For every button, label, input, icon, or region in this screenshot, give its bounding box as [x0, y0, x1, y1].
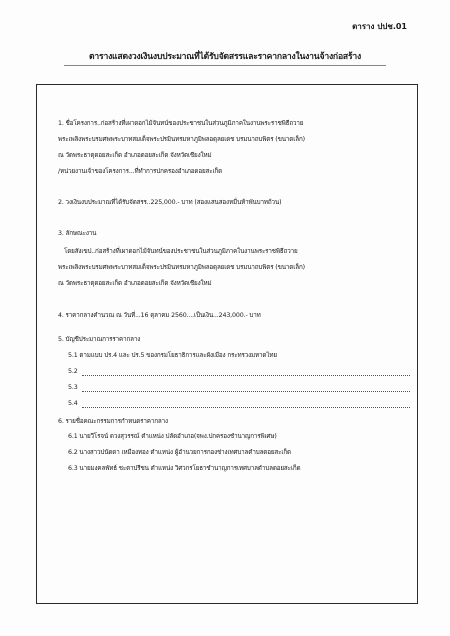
price-estimate-item-1: 5.1 ตามแบบ ปร.4 และ ปร.5 ของกรมโยธาธิการและผังเมือง กระทรวงมหาดไทย — [68, 352, 277, 359]
form-number: ตาราง ปปช.01 — [352, 22, 407, 31]
title-divider — [64, 65, 386, 66]
content-box — [36, 84, 418, 604]
blank-line-5-2 — [82, 375, 410, 376]
committee-member-3: 6.3 นายมงคลพัทธ์ ชะตาปรีชน ตำแหน่ง วิศวกรโยธาชำนาญการเทศบาลตำบลดอยสะเก็ด — [68, 465, 301, 472]
work-description-heading: 3. ลักษณะงาน — [58, 230, 97, 237]
price-estimate-item-4: 5.4 — [68, 400, 78, 407]
price-estimate-heading: 5. บัญชีประมาณการราคากลาง — [58, 336, 141, 343]
reference-price: 4. ราคากลางคำนวณ ณ วันที่...16 ตุลาคม 2560....เป็นเงิน...243,000.- บาท — [58, 312, 261, 319]
project-name-line-1: 1. ชื่อโครงการ..ก่อสร้างที่เผาดอกไม้จันทน์ของประชาชนในส่วนภูมิภาคในงานพระราชพิธีถวาย — [58, 120, 304, 127]
committee-heading: 6. รายชื่อคณะกรรมการกำหนดราคากลาง — [58, 418, 168, 425]
price-estimate-item-3: 5.3 — [68, 384, 78, 391]
document-title: ตารางแสดงวงเงินงบประมาณที่ได้รับจัดสรรและราคากลางในงานจ้างก่อสร้าง — [89, 52, 361, 62]
work-description-line-2: พระเพลิงพระบรมศพพระบาทสมเด็จพระปรมินทรมหาภูมิพลอดุลยเดช บรมนาถบพิตร (ขนาดเล็ก) — [58, 264, 305, 271]
committee-member-1: 6.1 นายวีโรจน์ ดวงสุวรรณ์ ตำแหน่ง ปลัดอำเภอ(จพง.ปกครองชำนาญการพิเศษ) — [68, 433, 277, 440]
blank-line-5-3 — [82, 391, 410, 392]
price-estimate-item-2: 5.2 — [68, 368, 78, 375]
work-description-line-1: โดยสังเขป..ก่อสร้างที่เผาดอกไม้จันทน์ของประชาชนในส่วนภูมิภาคในงานพระราชพิธีถวาย — [64, 248, 298, 255]
project-owner-agency: /หน่วยงานเจ้าของโครงการ...ที่ทำการปกครองอำเภอดอยสะเก็ด — [58, 168, 223, 175]
allocated-budget: 2. วงเงินงบประมาณที่ได้รับจัดสรร..225,000.- บาท (สองแสนสองหมื่นห้าพันบาทถ้วน) — [58, 199, 282, 206]
committee-member-2: 6.2 นางสาวปนัดดา เหมืองทอง ตำแหน่ง ผู้อำนวยการกองช่างเทศบาลตำบลดอยสะเก็ด — [68, 449, 291, 456]
work-description-line-3: ณ วัดพระธาตุดอยสะเก็ด อำเภอดอยสะเก็ด จังหวัดเชียงใหม่ — [58, 280, 212, 287]
blank-line-5-4 — [82, 407, 410, 408]
project-location: ณ วัดพระธาตุดอยสะเก็ด อำเภอดอยสะเก็ด จังหวัดเชียงใหม่ — [58, 152, 212, 159]
project-name-line-2: พระเพลิงพระบรมศพพระบาทสมเด็จพระปรมินทรมหาภูมิพลอดุลยเดช บรมนาถบพิตร (ขนาดเล็ก) — [58, 136, 305, 143]
